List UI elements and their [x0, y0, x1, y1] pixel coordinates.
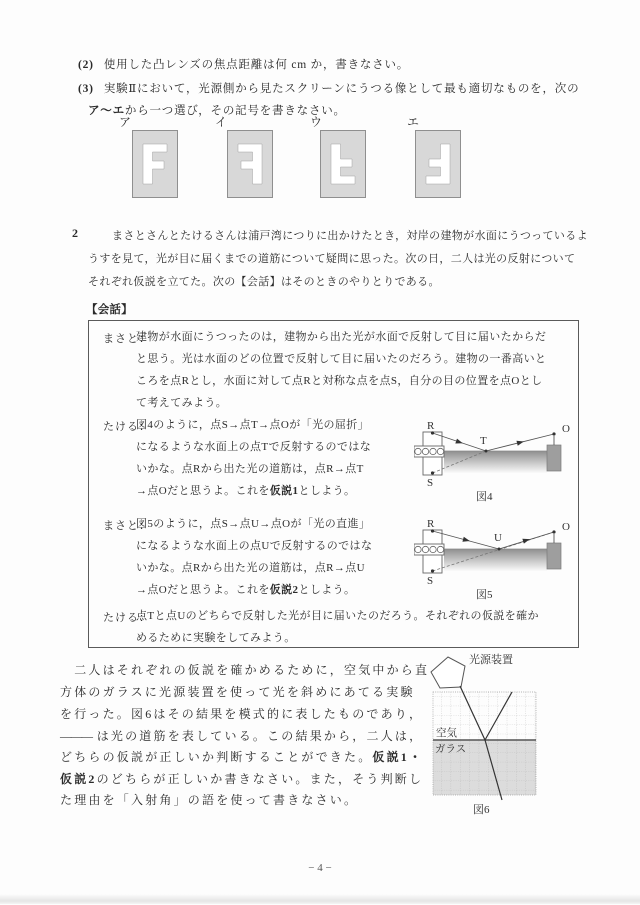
item-3-text-line2: から一つ選び，その記号を書きなさい。 [124, 105, 346, 117]
dialog-2-line-4-pre: →点Oだと思うよ。これを [136, 485, 270, 497]
option-card-u [320, 130, 366, 203]
dialog-2-line-2: になるような水面上の点Tで反射するのではな [136, 441, 372, 453]
option-label-u: ウ [310, 115, 323, 129]
point-t-label: T [480, 435, 487, 447]
bottom-paragraph-line-6 [60, 770, 423, 787]
dialog-4-speaker: たける： [103, 612, 151, 624]
dialog-heading: 【会話】 [86, 304, 133, 316]
dialog-3-line-2: になるような水面上の点Uで反射するのではな [136, 540, 373, 552]
option-label-e: エ [407, 115, 420, 129]
q2-intro-line-3: それぞれ仮説を立てた。次の【会話】はそのときのやりとりである。 [88, 276, 440, 288]
light-path-line-symbol: ——— [60, 729, 92, 743]
air-label: 空気 [436, 728, 457, 739]
figure-6-diagram [423, 650, 618, 822]
light-source-device-icon [431, 657, 465, 688]
letter-card-vertically-flipped-f [320, 130, 366, 198]
question-item-3 [78, 80, 579, 96]
item-3-choices-range: ア～エ [88, 105, 125, 117]
bottom-line-6-text: のどちらが正しいか書きなさい。また，そう判断し [96, 772, 424, 786]
question-item-2 [78, 56, 409, 72]
dialog-1-line-2: と思う。光は水面のどの位置で反射して目に届いたのだろう。建物の一番高いと [136, 353, 547, 365]
water-surface-band [444, 451, 547, 473]
point-s-dot [431, 471, 434, 474]
point-u-label: U [494, 532, 502, 544]
letter-card-rotated-180-f [415, 130, 461, 198]
option-label-i: イ [215, 115, 228, 129]
dialog-1-line-4: て考えてみよう。 [136, 397, 228, 409]
light-source-device-label: 光源装置 [469, 654, 513, 666]
option-card-e [415, 130, 461, 203]
q2-intro-line-2: うすを見て，光が目に届くまでの道筋について疑問に思った。次の日，二人は光の反射について [88, 253, 576, 265]
point-o-dot [552, 432, 555, 435]
bottom-paragraph-line-2: 方体のガラスに光源装置を使って光を斜めにあてる実験 [60, 685, 415, 699]
ray-arrowhead [462, 537, 470, 544]
bottom-paragraph-line-7: た理由を「入射角」の語を使って書きなさい。 [60, 793, 359, 807]
letter-card-normal-f [132, 130, 178, 198]
page-number: − 4 − [308, 862, 332, 874]
dialog-2-line-3: いかな。点Rから出た光の道筋は，点R→点T [136, 463, 364, 475]
ray-arrowhead [516, 439, 524, 446]
figure-4-caption: 図4 [476, 491, 493, 503]
dialog-3-line-4-pre: →点Oだと思うよ。これを [136, 584, 270, 596]
point-s-dot [431, 569, 434, 572]
dialog-4-line-2: めるために実験をしてみよう。 [136, 632, 296, 644]
bottom-paragraph-line-4 [60, 727, 423, 744]
point-s-label: S [427, 575, 434, 587]
point-r-label: R [427, 420, 435, 432]
letter-card-mirrored-f [227, 130, 273, 198]
dialog-4-line-1: 点Tと点Uのどちらで反射した光が目に届いたのだろう。それぞれの仮説を確か [136, 610, 539, 622]
water-surface-band [444, 549, 547, 571]
q2-intro-line-1: まさとさんとたけるさんは浦戸湾につりに出かけたとき，対岸の建物が水面にうつっているよ [112, 230, 588, 242]
point-u-dot [498, 548, 501, 551]
figure-5-diagram [414, 517, 586, 605]
dialog-2-line-4 [136, 484, 355, 498]
dialog-1-line-3: ころを点Rとし，水面に対して点Rと対称な点を点S，自分の目の位置を点Oとし [136, 375, 543, 387]
bottom-paragraph-line-5 [60, 748, 423, 765]
point-o-label: O [562, 423, 570, 435]
dialog-2-line-1: 図4のように，点S→点T→点Oが「光の屈折」 [136, 419, 370, 431]
bottom-line-5-text: どちらの仮説が正しいか判断することができた。 [60, 750, 373, 764]
point-o-dot [552, 530, 555, 533]
dialog-2-speaker: たける： [103, 421, 151, 433]
item-3-text-line1: 実験Ⅱにおいて，光源側から見たスクリーンにうつる像として最も適切なものを，次の [103, 83, 580, 95]
option-card-i [227, 130, 273, 203]
point-r-label: R [427, 518, 435, 530]
question-2-number: 2 [72, 226, 79, 240]
figure-5-caption: 図5 [476, 589, 493, 601]
option-card-a [132, 130, 178, 203]
observer-block [547, 543, 561, 569]
item-2-number: (2) [78, 59, 94, 71]
dialog-3-line-3: いかな。点Rから出た光の道筋は，点R→点U [136, 562, 366, 574]
option-label-a: ア [119, 115, 132, 129]
hypothesis-2-label: 仮説2 [269, 584, 299, 596]
point-t-dot [485, 450, 488, 453]
bottom-line-4-text: は光の道筋を表している。この結果から，二人は， [91, 729, 424, 743]
point-o-label: O [562, 521, 570, 533]
conversation-box [88, 320, 579, 648]
dialog-3-line-1: 図5のように，点S→点U→点Oが「光の直進」 [136, 518, 371, 530]
hypothesis-2-bold: 仮説2 [60, 772, 97, 786]
point-s-label: S [427, 477, 434, 489]
bottom-paragraph-line-3: を行った。図6はその結果を模式的に表したものであり， [60, 707, 424, 721]
glass-label: ガラス [435, 744, 467, 755]
observer-block [547, 445, 561, 471]
ray-arrowhead [455, 439, 463, 446]
item-2-text: 使用した凸レンズの焦点距離は何 cm か，書きなさい。 [103, 59, 410, 71]
dialog-1-line-1: 建物が水面にうつったのは，建物から出た光が水面で反射して目に届いたからだ [136, 331, 547, 343]
figure-4-diagram [414, 419, 586, 507]
hypothesis-1-label: 仮説1 [269, 485, 299, 497]
bottom-paragraph-line-1: 二人はそれぞれの仮説を確かめるために，空気中から直 [60, 663, 430, 677]
dialog-3-line-4-post: としよう。 [298, 584, 356, 596]
hypothesis-1-bold: 仮説1・ [372, 750, 424, 764]
dialog-3-line-4 [136, 583, 355, 597]
dialog-2-line-4-post: としよう。 [298, 485, 356, 497]
scan-edge-shadow [0, 894, 640, 904]
dialog-1-speaker: まさと： [103, 333, 151, 345]
item-3-number: (3) [78, 83, 94, 95]
dialog-3-speaker: まさと： [103, 520, 151, 532]
figure-6-caption: 図6 [473, 804, 490, 816]
